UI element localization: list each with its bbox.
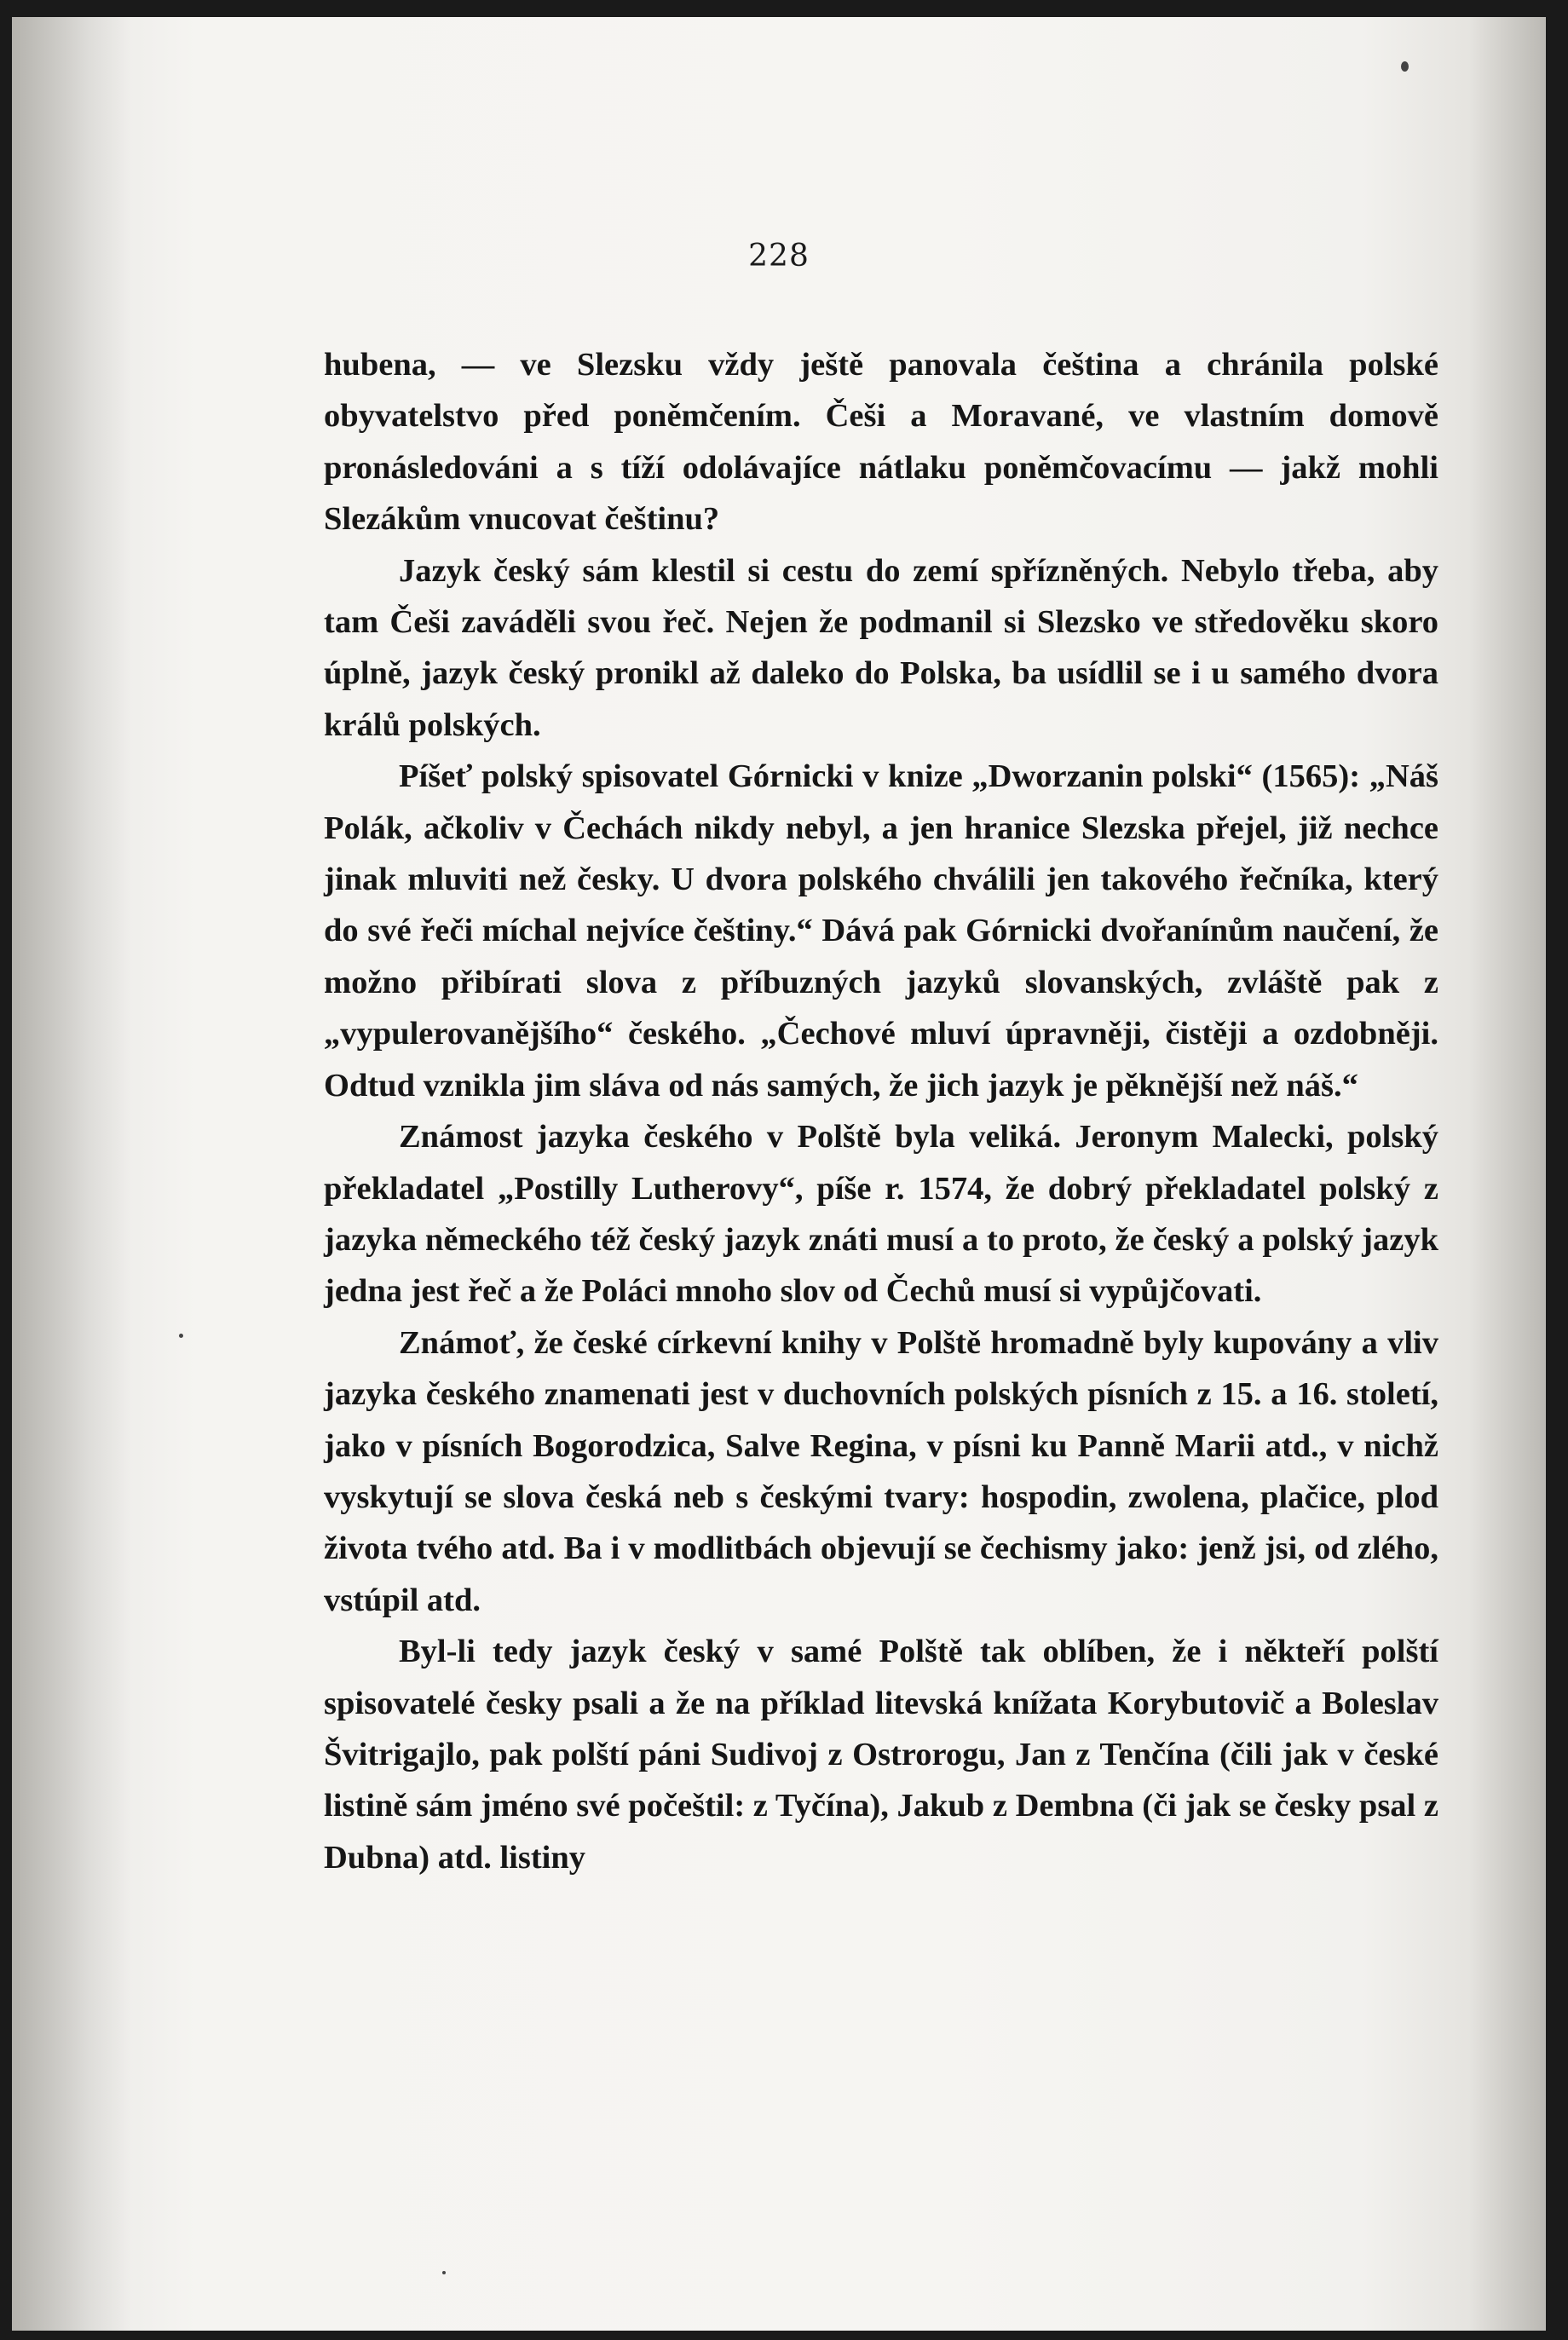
paper-speck bbox=[179, 1334, 183, 1338]
paragraph-6: Byl-li tedy jazyk český v samé Polště tak oblíben, že i někteří polští spisovatelé česky psali a že na příklad litevská knížata Korybutovič a Boleslav Švitrigajlo, pak polští páni Sudivoj z Ostrorogu, Jan z Tenčína (čili jak v české listině sám jméno své počeštil: z Tyčína), Jakub z Dembna (či jak se česky psal z Dubna) atd. listiny bbox=[324, 1634, 1438, 1876]
paragraph-2: Jazyk český sám klestil si cestu do zemí spřízněných. Nebylo třeba, aby tam Češi zaváděli svou řeč. Nejen že podmanil si Slezsko ve středověku skoro úplně, jazyk český pronikl až daleko do Polska, ba usídlil se i u samého dvora králů polských. bbox=[324, 552, 1438, 743]
book-page bbox=[12, 17, 1546, 2331]
paragraph-4: Známost jazyka českého v Polště byla veliká. Jeronym Malecki, polský překladatel „Postilly Lutherovy“, píše r. 1574, že dobrý překladatel polský z jazyka německého též český jazyk znáti musí a to proto, že český a polský jazyk jedna jest řeč a že Poláci mnoho slov od Čechů musí si vypůjčovati. bbox=[324, 1119, 1438, 1310]
paper-speck bbox=[1401, 61, 1409, 72]
page-shadow-right bbox=[1469, 17, 1546, 2331]
paper-speck bbox=[442, 2271, 446, 2274]
paragraph-5: Známoť, že české církevní knihy v Polště hromadně byly kupovány a vliv jazyka českého znamenati jest v duchovních polských písních z 15. a 16. století, jako v písních Bogorodzica, Salve Regina, v písni ku Panně Marii atd., v nichž vyskytují se slova česká neb s českými tvary: hospodin, zwolena, plačice, plod života tvého atd. Ba i v modlitbách objevují se čechismy jako: jenž jsi, od zlého, vstúpil atd. bbox=[324, 1324, 1438, 1618]
page-number: 228 bbox=[748, 239, 810, 274]
body-text bbox=[324, 339, 1438, 1883]
page-shadow-left bbox=[12, 17, 131, 2331]
paragraph-3: Píšeť polský spisovatel Górnicki v knize „Dworzanin polski“ (1565): „Náš Polák, ačkoliv v Čechách nikdy nebyl, a jen hranice Slezska přejel, již nechce jinak mluviti než česky. U dvora polského chválili jen takového řečníka, který do své řeči míchal nejvíce češtiny.“ Dává pak Górnicki dvořanínům naučení, že možno přibírati slova z příbuzných jazyků slovanských, zvláště pak z „vypulerovanějšího“ českého. „Čechové mluví úpravněji, čistěji a ozdobněji. Odtud vznikla jim sláva od nás samých, že jich jazyk je pěknější než náš.“ bbox=[324, 758, 1438, 1104]
paragraph-1: hubena, — ve Slezsku vždy ještě panovala čeština a chránila polské obyvatelstvo před poněmčením. Češi a Moravané, ve vlastním domově pronásledováni a s tíží odolávajíce nátlaku poněmčovacímu — jakž mohli Slezákům vnucovat češtinu? bbox=[324, 347, 1438, 538]
